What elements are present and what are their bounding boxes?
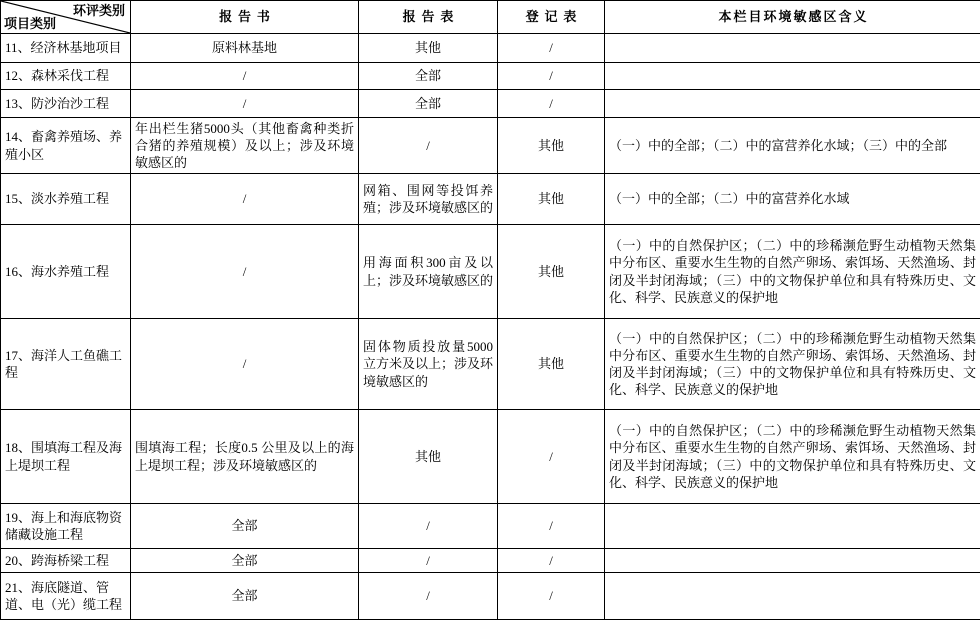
report-book-cell: 年出栏生猪5000头（其他畜禽种类折合猪的养殖规模）及以上；涉及环境敏感区的: [131, 118, 359, 174]
registration-form-cell: 其他: [498, 225, 605, 319]
table-row-19: [1, 504, 980, 549]
table-row-17: [1, 319, 980, 410]
meaning-cell: （一）中的全部；（二）中的富营养化水域: [605, 174, 980, 225]
report-form-cell: 全部: [359, 90, 498, 118]
report-book-cell: 全部: [131, 573, 359, 620]
report-form-cell: /: [359, 549, 498, 573]
category-cell: 15、淡水养殖工程: [1, 174, 131, 225]
report-form-cell: 其他: [359, 34, 498, 63]
report-book-cell: 原料林基地: [131, 34, 359, 63]
meaning-cell: [605, 549, 980, 573]
registration-form-cell: /: [498, 63, 605, 90]
category-cell: 18、围填海工程及海上堤坝工程: [1, 410, 131, 504]
registration-form-cell: /: [498, 90, 605, 118]
header-sensitive-area-meaning: 本栏目环境敏感区含义: [605, 1, 980, 34]
meaning-cell: [605, 573, 980, 620]
category-cell: 13、防沙治沙工程: [1, 90, 131, 118]
report-form-cell: 其他: [359, 410, 498, 504]
meaning-cell: [605, 90, 980, 118]
corner-label-eia-category: 环评类别: [73, 2, 125, 19]
registration-form-cell: /: [498, 410, 605, 504]
report-form-cell: 网箱、围网等投饵养殖；涉及环境敏感区的: [359, 174, 498, 225]
registration-form-cell: 其他: [498, 118, 605, 174]
table-row-13: [1, 90, 980, 118]
table-row-12: [1, 63, 980, 90]
report-form-cell: /: [359, 118, 498, 174]
report-form-cell: 全部: [359, 63, 498, 90]
category-cell: 12、森林采伐工程: [1, 63, 131, 90]
table-body: [1, 34, 980, 620]
report-book-cell: /: [131, 174, 359, 225]
header-report-form: 报告表: [359, 1, 498, 34]
registration-form-cell: /: [498, 549, 605, 573]
category-cell: 17、海洋人工鱼礁工程: [1, 319, 131, 410]
meaning-cell: （一）中的自然保护区；（二）中的珍稀濒危野生动植物天然集中分布区、重要水生生物的自然产卵场、索饵场、天然渔场、封闭及半封闭海域；（三）中的文物保护单位和具有特殊历史、文化、科学、民族意义的保护地: [605, 225, 980, 319]
report-form-cell: /: [359, 504, 498, 549]
report-form-cell: 用海面积300亩及以上；涉及环境敏感区的: [359, 225, 498, 319]
table-header: [1, 1, 980, 34]
report-book-cell: 围填海工程；长度0.5 公里及以上的海上堤坝工程；涉及环境敏感区的: [131, 410, 359, 504]
category-cell: 14、畜禽养殖场、养殖小区: [1, 118, 131, 174]
meaning-cell: [605, 63, 980, 90]
table-row-16: [1, 225, 980, 319]
registration-form-cell: /: [498, 504, 605, 549]
report-form-cell: 固体物质投放量5000 立方米及以上；涉及环境敏感区的: [359, 319, 498, 410]
category-cell: 21、海底隧道、管道、电（光）缆工程: [1, 573, 131, 620]
report-form-cell: /: [359, 573, 498, 620]
category-cell: 11、经济林基地项目: [1, 34, 131, 63]
table-row-18: [1, 410, 980, 504]
meaning-cell: [605, 34, 980, 63]
registration-form-cell: 其他: [498, 174, 605, 225]
report-book-cell: 全部: [131, 504, 359, 549]
category-cell: 20、跨海桥梁工程: [1, 549, 131, 573]
table-row-21: [1, 573, 980, 620]
category-cell: 19、海上和海底物资储藏设施工程: [1, 504, 131, 549]
header-registration-form: 登记表: [498, 1, 605, 34]
registration-form-cell: /: [498, 34, 605, 63]
meaning-cell: （一）中的自然保护区；（二）中的珍稀濒危野生动植物天然集中分布区、重要水生生物的自然产卵场、索饵场、天然渔场、封闭及半封闭海域；（三）中的文物保护单位和具有特殊历史、文化、科学、民族意义的保护地: [605, 410, 980, 504]
report-book-cell: 全部: [131, 549, 359, 573]
table-row-15: [1, 174, 980, 225]
corner-header-cell: [1, 1, 131, 34]
meaning-cell: [605, 504, 980, 549]
registration-form-cell: /: [498, 573, 605, 620]
registration-form-cell: 其他: [498, 319, 605, 410]
report-book-cell: /: [131, 90, 359, 118]
report-book-cell: /: [131, 225, 359, 319]
header-row: [1, 1, 980, 34]
table-row-20: [1, 549, 980, 573]
meaning-cell: （一）中的全部；（二）中的富营养化水域；（三）中的全部: [605, 118, 980, 174]
category-cell: 16、海水养殖工程: [1, 225, 131, 319]
report-book-cell: /: [131, 63, 359, 90]
corner-label-project-category: 项目类别: [4, 15, 56, 32]
meaning-cell: （一）中的自然保护区；（二）中的珍稀濒危野生动植物天然集中分布区、重要水生生物的自然产卵场、索饵场、天然渔场、封闭及半封闭海域；（三）中的文物保护单位和具有特殊历史、文化、科学、民族意义的保护地: [605, 319, 980, 410]
table-row-14: [1, 118, 980, 174]
table-row-11: [1, 34, 980, 63]
report-book-cell: /: [131, 319, 359, 410]
header-report-book: 报告书: [131, 1, 359, 34]
